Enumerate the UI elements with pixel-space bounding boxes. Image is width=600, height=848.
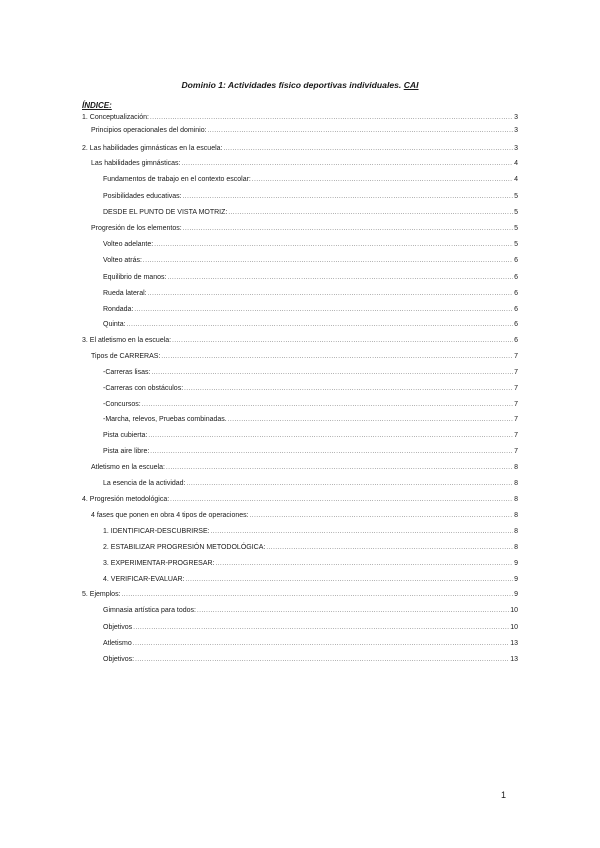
toc-entry[interactable]	[91, 126, 518, 136]
toc-entry[interactable]	[103, 384, 518, 394]
toc-entry[interactable]	[103, 192, 518, 202]
document-title-tag: CAI	[403, 80, 419, 90]
toc-entry-label: 3. El atletismo en la escuela:	[82, 337, 172, 344]
toc-entry-label: 3. EXPERIMENTAR-PROGRESAR:	[103, 560, 215, 567]
toc-entry-label: Objetivos	[103, 624, 133, 631]
toc-entry-page-number: 8	[514, 464, 518, 471]
toc-entry-page-number: 5	[514, 225, 518, 232]
toc-dot-leader	[161, 352, 513, 362]
toc-entry-page-number: 6	[514, 306, 518, 313]
toc-dot-leader	[252, 175, 513, 185]
toc-dot-leader	[172, 336, 513, 346]
toc-entry-label: Pista aire libre:	[103, 448, 150, 455]
toc-dot-leader	[208, 126, 514, 136]
toc-dot-leader	[154, 240, 513, 250]
toc-entry[interactable]	[103, 415, 518, 425]
toc-entry[interactable]	[103, 305, 518, 315]
toc-entry[interactable]	[103, 256, 518, 266]
toc-entry-page-number: 7	[514, 369, 518, 376]
document-title	[0, 80, 600, 90]
toc-dot-leader	[133, 623, 509, 633]
toc-entry-label: -Carreras lisas:	[103, 369, 151, 376]
toc-dot-leader	[228, 415, 513, 425]
toc-dot-leader	[142, 400, 513, 410]
toc-entry-page-number: 13	[510, 640, 518, 647]
toc-dot-leader	[143, 256, 513, 266]
toc-entry-page-number: 3	[514, 127, 518, 134]
toc-dot-leader	[148, 289, 514, 299]
toc-entry[interactable]	[103, 431, 518, 441]
toc-entry[interactable]	[103, 655, 518, 665]
toc-dot-leader	[148, 431, 513, 441]
toc-entry-page-number: 6	[514, 321, 518, 328]
toc-dot-leader	[228, 208, 513, 218]
page-number: 1	[501, 790, 507, 800]
toc-dot-leader	[223, 144, 513, 154]
toc-entry-label: Atletismo en la escuela:	[91, 464, 165, 471]
toc-entry[interactable]	[103, 479, 518, 489]
toc-entry[interactable]	[91, 463, 518, 473]
toc-entry[interactable]	[103, 208, 518, 218]
toc-entry[interactable]	[103, 575, 518, 585]
toc-entry[interactable]	[91, 352, 518, 362]
toc-dot-leader	[150, 447, 513, 457]
toc-dot-leader	[167, 273, 513, 283]
toc-dot-leader	[266, 543, 513, 553]
toc-entry-page-number: 4	[514, 160, 518, 167]
toc-dot-leader	[134, 305, 513, 315]
toc-entry[interactable]	[103, 559, 518, 569]
toc-entry[interactable]	[82, 495, 518, 505]
toc-entry-page-number: 10	[510, 624, 518, 631]
toc-entry-label: Pista cubierta:	[103, 432, 148, 439]
toc-dot-leader	[183, 192, 513, 202]
toc-entry-page-number: 7	[514, 385, 518, 392]
toc-entry-page-number: 9	[514, 591, 518, 598]
toc-entry[interactable]	[103, 320, 518, 330]
toc-entry-label: -Marcha, relevos, Pruebas combinadas.	[103, 416, 227, 423]
toc-dot-leader	[197, 606, 509, 616]
toc-entry-label: 1. IDENTIFICAR-DESCUBRIRSE:	[103, 528, 210, 535]
toc-entry-page-number: 8	[514, 496, 518, 503]
toc-entry-page-number: 6	[514, 274, 518, 281]
toc-dot-leader	[127, 320, 514, 330]
toc-entry-page-number: 7	[514, 448, 518, 455]
toc-dot-leader	[150, 113, 513, 123]
toc-entry-page-number: 6	[514, 290, 518, 297]
toc-entry-label: Quinta:	[103, 321, 126, 328]
toc-entry-label: La esencia de la actividad:	[103, 480, 186, 487]
toc-entry-label: Rueda lateral:	[103, 290, 147, 297]
toc-entry[interactable]	[103, 289, 518, 299]
toc-entry-page-number: 6	[514, 257, 518, 264]
toc-entry-label: Progresión de los elementos:	[91, 225, 182, 232]
toc-entry-page-number: 8	[514, 480, 518, 487]
toc-dot-leader	[211, 527, 514, 537]
toc-entry-label: 5. Ejemplos:	[82, 591, 121, 598]
toc-entry-page-number: 9	[514, 560, 518, 567]
toc-entry-page-number: 8	[514, 512, 518, 519]
toc-entry-label: 2. ESTABILIZAR PROGRESIÓN METODOLÓGICA:	[103, 544, 266, 551]
toc-entry-page-number: 5	[514, 209, 518, 216]
toc-entry[interactable]	[103, 175, 518, 185]
toc-entry-label: Posibilidades educativas:	[103, 193, 182, 200]
toc-entry-page-number: 7	[514, 353, 518, 360]
toc-dot-leader	[166, 463, 513, 473]
toc-dot-leader	[184, 384, 513, 394]
toc-entry[interactable]	[82, 590, 518, 600]
toc-entry-label: Volteo atrás:	[103, 257, 142, 264]
toc-entry-page-number: 3	[514, 114, 518, 121]
toc-entry[interactable]	[91, 224, 518, 234]
toc-dot-leader	[187, 479, 514, 489]
toc-entry[interactable]	[91, 511, 518, 521]
toc-dot-leader	[183, 224, 513, 234]
toc-entry-page-number: 10	[510, 607, 518, 614]
toc-entry-label: 1. Conceptualización:	[82, 114, 149, 121]
toc-dot-leader	[133, 639, 509, 649]
toc-entry[interactable]	[82, 336, 518, 346]
toc-entry[interactable]	[103, 240, 518, 250]
toc-entry-page-number: 9	[514, 576, 518, 583]
toc-entry[interactable]	[82, 113, 518, 123]
toc-entry[interactable]	[91, 159, 518, 169]
toc-entry-label: Principios operacionales del dominio:	[91, 127, 207, 134]
toc-entry-label: -Concursos:	[103, 401, 141, 408]
toc-entry-page-number: 5	[514, 241, 518, 248]
toc-entry-label: Objetivos:	[103, 656, 135, 663]
index-heading: ÍNDICE:	[82, 101, 112, 110]
toc-entry-label: -Carreras con obstáculos:	[103, 385, 184, 392]
toc-entry-label: Tipos de CARRERAS:	[91, 353, 161, 360]
toc-entry[interactable]	[103, 606, 518, 616]
toc-entry-label: 2. Las habilidades gimnásticas en la escuela:	[82, 145, 223, 152]
toc-entry[interactable]	[103, 623, 518, 633]
toc-entry[interactable]	[103, 527, 518, 537]
toc-entry-page-number: 13	[510, 656, 518, 663]
toc-entry-label: 4 fases que ponen en obra 4 tipos de operaciones:	[91, 512, 249, 519]
toc-dot-leader	[135, 655, 509, 665]
toc-entry[interactable]	[82, 144, 518, 154]
toc-entry-label: Volteo adelante:	[103, 241, 154, 248]
toc-entry[interactable]	[103, 543, 518, 553]
toc-dot-leader	[216, 559, 514, 569]
toc-entry-page-number: 8	[514, 544, 518, 551]
toc-entry[interactable]	[103, 447, 518, 457]
toc-entry-label: Fundamentos de trabajo en el contexto escolar:	[103, 176, 251, 183]
toc-entry-label: Rondada:	[103, 306, 134, 313]
toc-dot-leader	[151, 368, 513, 378]
toc-entry[interactable]	[103, 273, 518, 283]
toc-entry-page-number: 7	[514, 401, 518, 408]
toc-entry-page-number: 3	[514, 145, 518, 152]
toc-entry-label: 4. VERIFICAR-EVALUAR:	[103, 576, 185, 583]
toc-entry-label: DESDE EL PUNTO DE VISTA MOTRIZ:	[103, 209, 228, 216]
toc-entry-label: Gimnasia artística para todos:	[103, 607, 196, 614]
toc-entry[interactable]	[103, 400, 518, 410]
toc-dot-leader	[182, 159, 514, 169]
toc-entry-page-number: 6	[514, 337, 518, 344]
toc-entry-page-number: 5	[514, 193, 518, 200]
toc-entry-label: Equilibrio de manos:	[103, 274, 167, 281]
document-title-main: Dominio 1: Actividades físico deportivas individuales.	[181, 80, 402, 90]
toc-entry-page-number: 7	[514, 432, 518, 439]
toc-entry-page-number: 4	[514, 176, 518, 183]
toc-entry-page-number: 8	[514, 528, 518, 535]
toc-dot-leader	[170, 495, 513, 505]
toc-dot-leader	[250, 511, 513, 521]
toc-entry[interactable]	[103, 368, 518, 378]
toc-dot-leader	[186, 575, 514, 585]
toc-entry-label: Atletismo	[103, 640, 132, 647]
toc-entry-label: Las habilidades gimnásticas:	[91, 160, 181, 167]
toc-entry-page-number: 7	[514, 416, 518, 423]
toc-entry-label: 4. Progresión metodológica:	[82, 496, 170, 503]
toc-entry[interactable]	[103, 639, 518, 649]
toc-dot-leader	[122, 590, 514, 600]
